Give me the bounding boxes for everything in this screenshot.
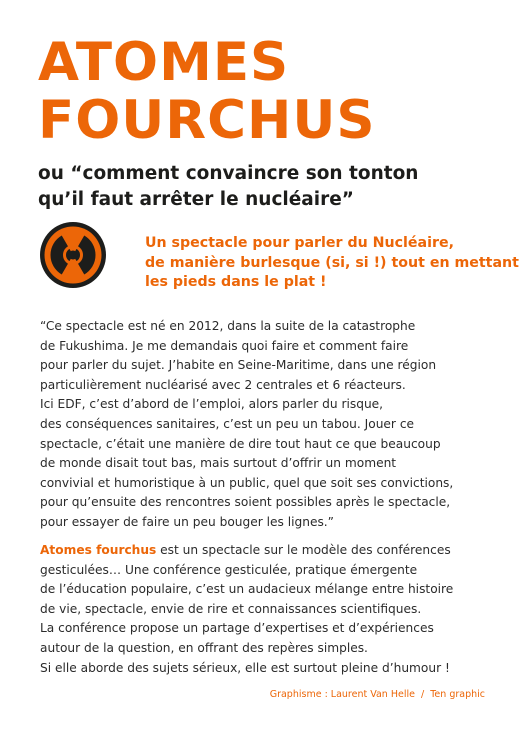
description-line: Si elle aborde des sujets sérieux, elle est surtout pleine d’humour ! — [40, 660, 450, 675]
description-highlight: Atomes fourchus — [40, 543, 157, 557]
quote-line: de Fukushima. Je me demandais quoi faire et comment faire — [40, 338, 409, 353]
tagline-line-2: de manière burlesque (si, si !) tout en mettant — [145, 254, 519, 271]
quote-line: Ici EDF, c’est d’abord de l’emploi, alors parler du risque, — [40, 397, 384, 412]
description-paragraph — [40, 541, 510, 678]
description-line: de vie, spectacle, envie de rire et connaissances scientifiques. — [40, 601, 422, 616]
credits: Graphisme : Laurent Van Helle / Ten graphic — [269, 689, 485, 700]
quote-line: particulièrement nucléarisé avec 2 centrales et 6 réacteurs. — [40, 377, 406, 392]
description-line — [40, 541, 510, 561]
quote-line: de monde disait tout bas, mais surtout d’offrir un moment — [40, 456, 397, 471]
quote-line: convivial et humoristique à un public, quel que soit ses convictions, — [40, 475, 454, 490]
tagline-line-1: Un spectacle pour parler du Nucléaire, — [145, 235, 454, 251]
description-line: gesticulées… Une conférence gesticulée, pratique émergente — [40, 562, 418, 577]
quote-line: des conséquences sanitaires, c’est un peu un tabou. Jouer ce — [40, 416, 415, 431]
subtitle-line-1: ou “comment convaincre son tonton — [38, 163, 419, 184]
subtitle — [38, 161, 498, 213]
quote-line: “Ce spectacle est né en 2012, dans la suite de la catastrophe — [40, 319, 416, 333]
title-line-2: FOURCHUS — [38, 90, 376, 151]
subtitle-line-2: qu’il faut arrêter le nucléaire” — [38, 189, 354, 210]
description-line: de l’éducation populaire, c’est un audacieux mélange entre histoire — [40, 582, 454, 597]
tagline-line-3: les pieds dans le plat ! — [145, 274, 327, 290]
description-line: autour de la question, en offrant des repères simples. — [40, 640, 368, 655]
title-line-1: ATOMES — [38, 32, 290, 93]
quote-line: pour parler du sujet. J’habite en Seine-Maritime, dans une région — [40, 358, 437, 373]
description-first-line: est un spectacle sur le modèle des conférences — [156, 543, 451, 557]
quote-line: pour qu’ensuite des rencontres soient possibles après le spectacle, — [40, 495, 451, 510]
quote-line: pour essayer de faire un peu bouger les lignes.” — [40, 514, 334, 529]
quote-line: spectacle, c’était une manière de dire tout haut ce que beaucoup — [40, 436, 441, 451]
quote-paragraph — [40, 317, 510, 533]
tagline — [145, 234, 519, 293]
page-title — [38, 34, 376, 150]
radioactive-icon — [40, 222, 106, 288]
description-line: La conférence propose un partage d’expertises et d’expériences — [40, 621, 434, 636]
